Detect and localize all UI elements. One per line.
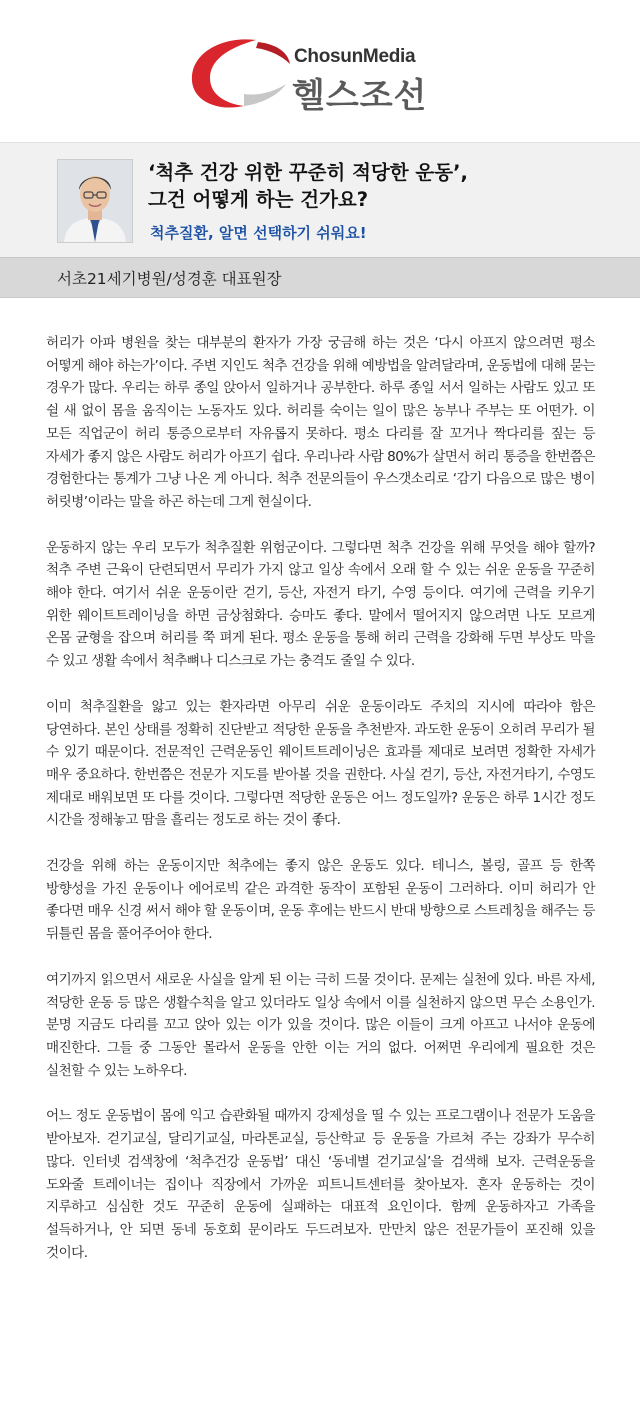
author-portrait-icon xyxy=(58,160,132,242)
article-subtitle: 척추질환, 알면 선택하기 쉬워요! xyxy=(150,224,367,242)
paragraph: 허리가 아파 병원을 찾는 대부분의 환자가 가장 궁금해 하는 것은 ‘다시 아프지 않으려면 평소 어떻게 해야 하는가’이다. 주변 지인도 척추 건강을 위해 예방법을 알려달라며, 운동법에 대해 묻는 경우가 많다. 우리는 하루 종일 앉아서 일하거나 공부한다. 하루 종일 서서 일하는 사람도 있고 또 쉴 새 없이 몸을 움직이는 노동자도 있다. 허리를 숙이는 일이 많은 농부나 주부는 또 어떤가. 이 모든 직업군이 허리 통증으로부터 자유롭지 못하다. 평소 다리를 잘 꼬거나 짝다리를 짚는 등 자세가 좋지 않은 사람도 허리가 아프기 쉽다. 우리나라 사람 80%가 살면서 허리 통증을 한번쯤은 경험한다는 통계가 그냥 나온 게 아니다. 척추 전문의들이 우스갯소리로 ‘감기 다음으로 많은 병이 허릿병’이라는 말을 하곤 하는데 그게 현실이다. xyxy=(46,335,595,510)
logo-swoosh-icon xyxy=(186,34,296,114)
author-byline: 서초21세기병원/성경훈 대표원장 xyxy=(0,257,640,298)
paragraph: 건강을 위해 하는 운동이지만 척추에는 좋지 않은 운동도 있다. 테니스, 볼링, 골프 등 한쪽 방향성을 가진 운동이나 에어로빅 같은 과격한 동작이 포함된 운동이 그러하다. 이미 허리가 안 좋다면 매우 신경 써서 해야 할 운동이며, 운동 후에는 반드시 반대 방향으로 스트레칭을 해주는 등 뒤틀린 몸을 풀어주어야 한다. xyxy=(46,858,595,943)
paragraph: 여기까지 읽으면서 새로운 사실을 알게 된 이는 극히 드물 것이다. 문제는 실천에 있다. 바른 자세, 적당한 운동 등 많은 생활수칙을 알고 있더라도 일상 속에서 이를 실천하지 않으면 무슨 소용인가. 분명 지금도 다리를 꼬고 앉아 있는 이가 있을 것이다. 많은 이들이 크게 아프고 나서야 운동에 매진한다. 그들 중 그동안 몰라서 운동을 안한 이는 거의 없다. 어쩌면 우리에게 필요한 것은 실천할 수 있는 노하우다. xyxy=(46,971,595,1079)
author-photo xyxy=(57,159,133,243)
brand-name-en: ChosunMedia xyxy=(294,46,416,67)
article-title: ‘척추 건강 위한 꾸준히 적당한 운동’, 그건 어떻게 하는 건가요? xyxy=(148,161,468,211)
article-title-band xyxy=(0,142,640,257)
site-header xyxy=(0,0,640,142)
paragraph: 이미 척추질환을 앓고 있는 환자라면 아무리 쉬운 운동이라도 주치의 지시에 따라야 함은 당연하다. 본인 상태를 정확히 진단받고 적당한 운동을 추천받자. 과도한 운동이 오히려 무리가 될 수 있기 때문이다. 전문적인 근력운동인 웨이트트레이닝은 효과를 제대로 보려면 정확한 자세가 매우 중요하다. 한번쯤은 전문가 지도를 받아볼 것을 권한다. 사실 걷기, 등산, 자전거타기, 수영도 제대로 배워보면 또 다를 것이다. 그렇다면 적당한 운동은 어느 정도일까? 운동은 하루 1시간 정도 시간을 정해놓고 땀을 흘리는 정도로 하는 것이 좋다. xyxy=(46,698,595,829)
brand-name-ko: 헬스조선 xyxy=(292,76,428,116)
paragraph: 운동하지 않는 우리 모두가 척추질환 위험군이다. 그렇다면 척추 건강을 위해 무엇을 해야 할까? 척추 주변 근육이 단련되면서 무리가 가지 않고 일상 속에서 오래 할 수 있는 쉬운 운동을 꾸준히 해야 한다. 여기서 쉬운 운동이란 걷기, 등산, 자전거 타기, 수영 등이다. 여기에 근력을 키우기 위한 웨이트트레이닝을 하면 금상첨화다. 승마도 좋다. 말에서 떨어지지 않으려면 나도 모르게 온몸 균형을 잡으며 허리를 쭉 펴게 된다. 평소 운동을 통해 허리 근력을 강화해 두면 부상도 막을 수 있고 생활 속에서 척추뼈나 디스크로 가는 충격도 줄일 수 있다. xyxy=(46,539,595,670)
health-chosun-logo[interactable] xyxy=(186,34,476,114)
article-body xyxy=(0,298,640,1264)
paragraph: 어느 정도 운동법이 몸에 익고 습관화될 때까지 강제성을 띨 수 있는 프로그램이나 전문가 도움을 받아보자. 걷기교실, 달리기교실, 마라톤교실, 등산학교 등 운동을 가르쳐 주는 강좌가 무수히 많다. 인터넷 검색창에 ‘척추건강 운동법’ 대신 ‘동네별 걷기교실’을 검색해 보자. 근력운동을 도와줄 트레이너는 집이나 직장에서 가까운 피트니트센터를 찾아보자. 혼자 운동하는 것이 지루하고 심심한 것도 꾸준히 운동에 실패하는 대표적 요인이다. 함께 운동하자고 가족을 설득하거나, 안 되면 동네 동호회 문이라도 두드려보자. 만만치 않은 전문가들이 포진해 있을 것이다. xyxy=(46,1108,595,1261)
